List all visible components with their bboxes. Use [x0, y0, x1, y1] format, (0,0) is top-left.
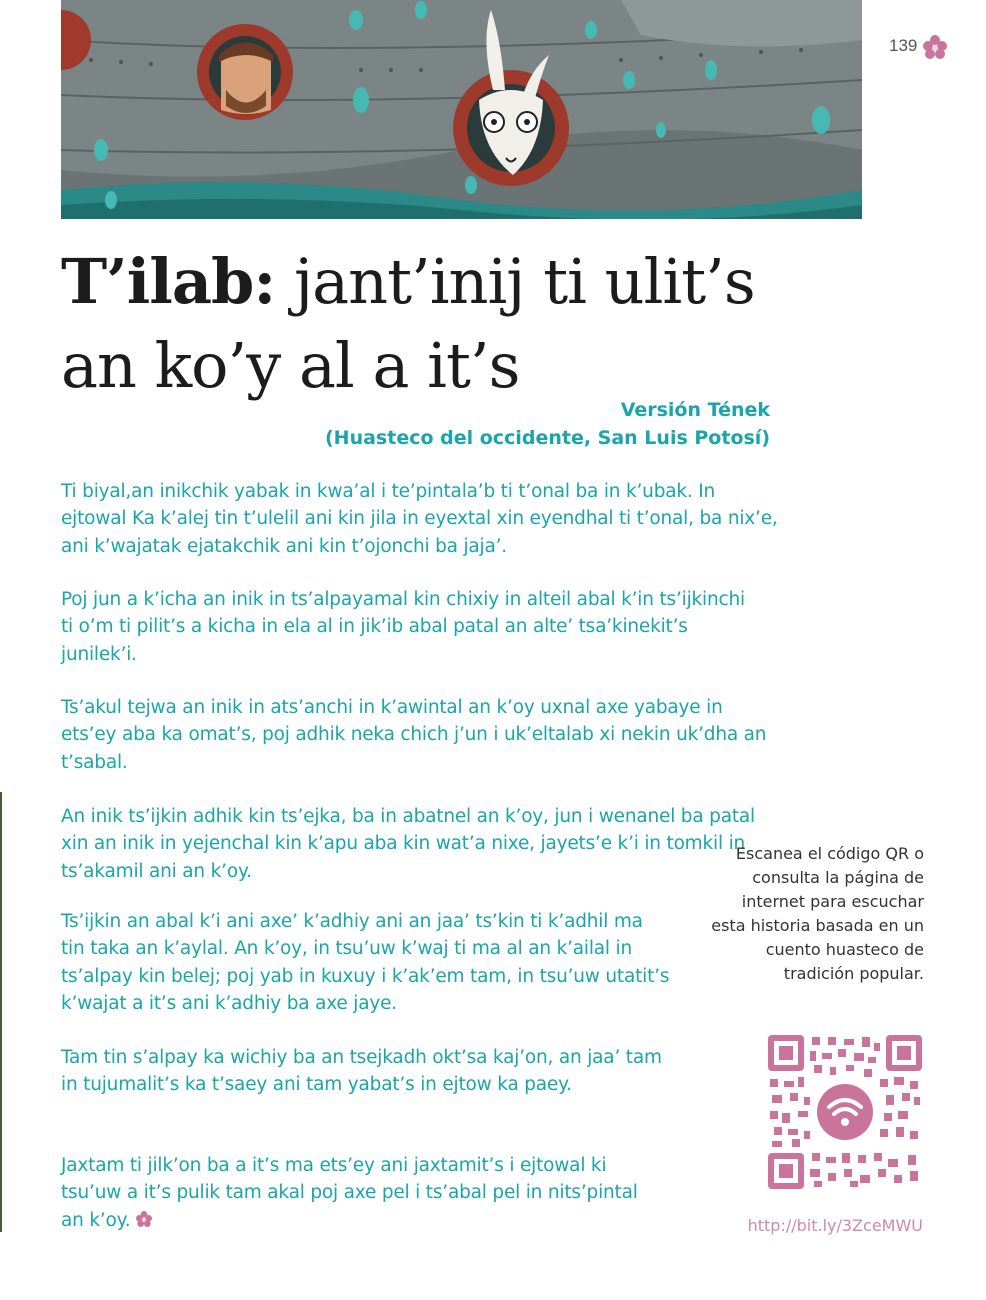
story-paragraph-3: Ts’akul tejwa an inik in ats’anchi in k’awintal an k’oy uxnal axe yabaye in ets’ey aba ka omat’s, poj adhik neka chich j’un i uk’eltalab xi nekin uk’dha an t’sabal.	[61, 697, 767, 773]
story-title	[61, 240, 821, 408]
version-line-1: Versión Tének	[620, 399, 770, 421]
story-paragraph-7	[61, 1152, 661, 1234]
story-paragraph-7-text: Jaxtam ti jilk’on ba a it’s ma ets’ey ani jaxtamit’s i ejtowal ki tsu’uw a it’s pulik tam akal poj axe pel i ts’abal pel in nits’pintal an k’oy.	[61, 1155, 638, 1231]
title-rest: jant’inij ti ulit’s an ko’y al a it’s	[61, 245, 755, 402]
header-illustration	[61, 0, 862, 219]
story-paragraph-6: Tam tin s’alpay ka wichiy ba an tsejkadh okt’sa kaj’on, an jaa’ tam in tujumalit’s ka t’saey ani tam yabat’s in ejtow ka paey.	[61, 1047, 662, 1096]
qr-code[interactable]	[768, 1035, 922, 1189]
story-paragraph-5: Ts’ijkin an abal k’i ani axe’ k’adhiy ani an jaa’ ts’kin ti k’adhil ma tin taka an k’aylal. An k’oy, in tsu’uw k’waj ti ma al an k’ailal in ts’alpay kin belej; poj yab in kuxuy i k’ak’em tam, in tsu’uw utatit’s k’wajat a it’s ani k’adhiy ba axe jaye.	[61, 911, 670, 1015]
version-credit	[325, 396, 770, 452]
qr-caption: Escanea el código QR o consulta la página de internet para escuchar esta historia basada en un cuento huasteco de tradición popular.	[711, 844, 924, 983]
end-flower-icon	[134, 1209, 154, 1229]
page-number: 139	[889, 36, 918, 55]
flower-icon	[920, 32, 950, 62]
page-edge-strip	[0, 792, 2, 1232]
version-line-2: (Huasteco del occidente, San Luis Potosí)	[325, 427, 770, 449]
story-paragraph-1: Ti biyal,an inikchik yabak in kwa’al i te’pintala’b ti t’onal ba in k’ubak. In ejtowal Ka k’alej tin t’ulelil ani kin jila in eyextal xin eyendhal ti t’onal, ba nix’e, ani k’wajatak ejatakchik ani kin t’ojonchi ba jaja’.	[61, 481, 778, 557]
story-paragraph-2: Poj jun a k’icha an inik in ts’alpayamal kin chixiy in alteil abal k’in ts’ijkinchi ti o’m ti pilit’s a kicha in ela al in jik’ib abal patal an alte’ tsa’kinekit’s junilek’i.	[61, 589, 745, 665]
title-bold: T’ilab:	[61, 245, 276, 318]
story-paragraph-4: An inik ts’ijkin adhik kin ts’ejka, ba in abatnel an k’oy, jun i wenanel ba patal xin an inik in yejenchal kin k’apu aba kin wat’a nixe, jayets’e k’i in tomkil in ts’akamil ani an k’oy.	[61, 806, 755, 882]
story-url-link[interactable]: http://bit.ly/3ZceMWU	[747, 1216, 923, 1235]
